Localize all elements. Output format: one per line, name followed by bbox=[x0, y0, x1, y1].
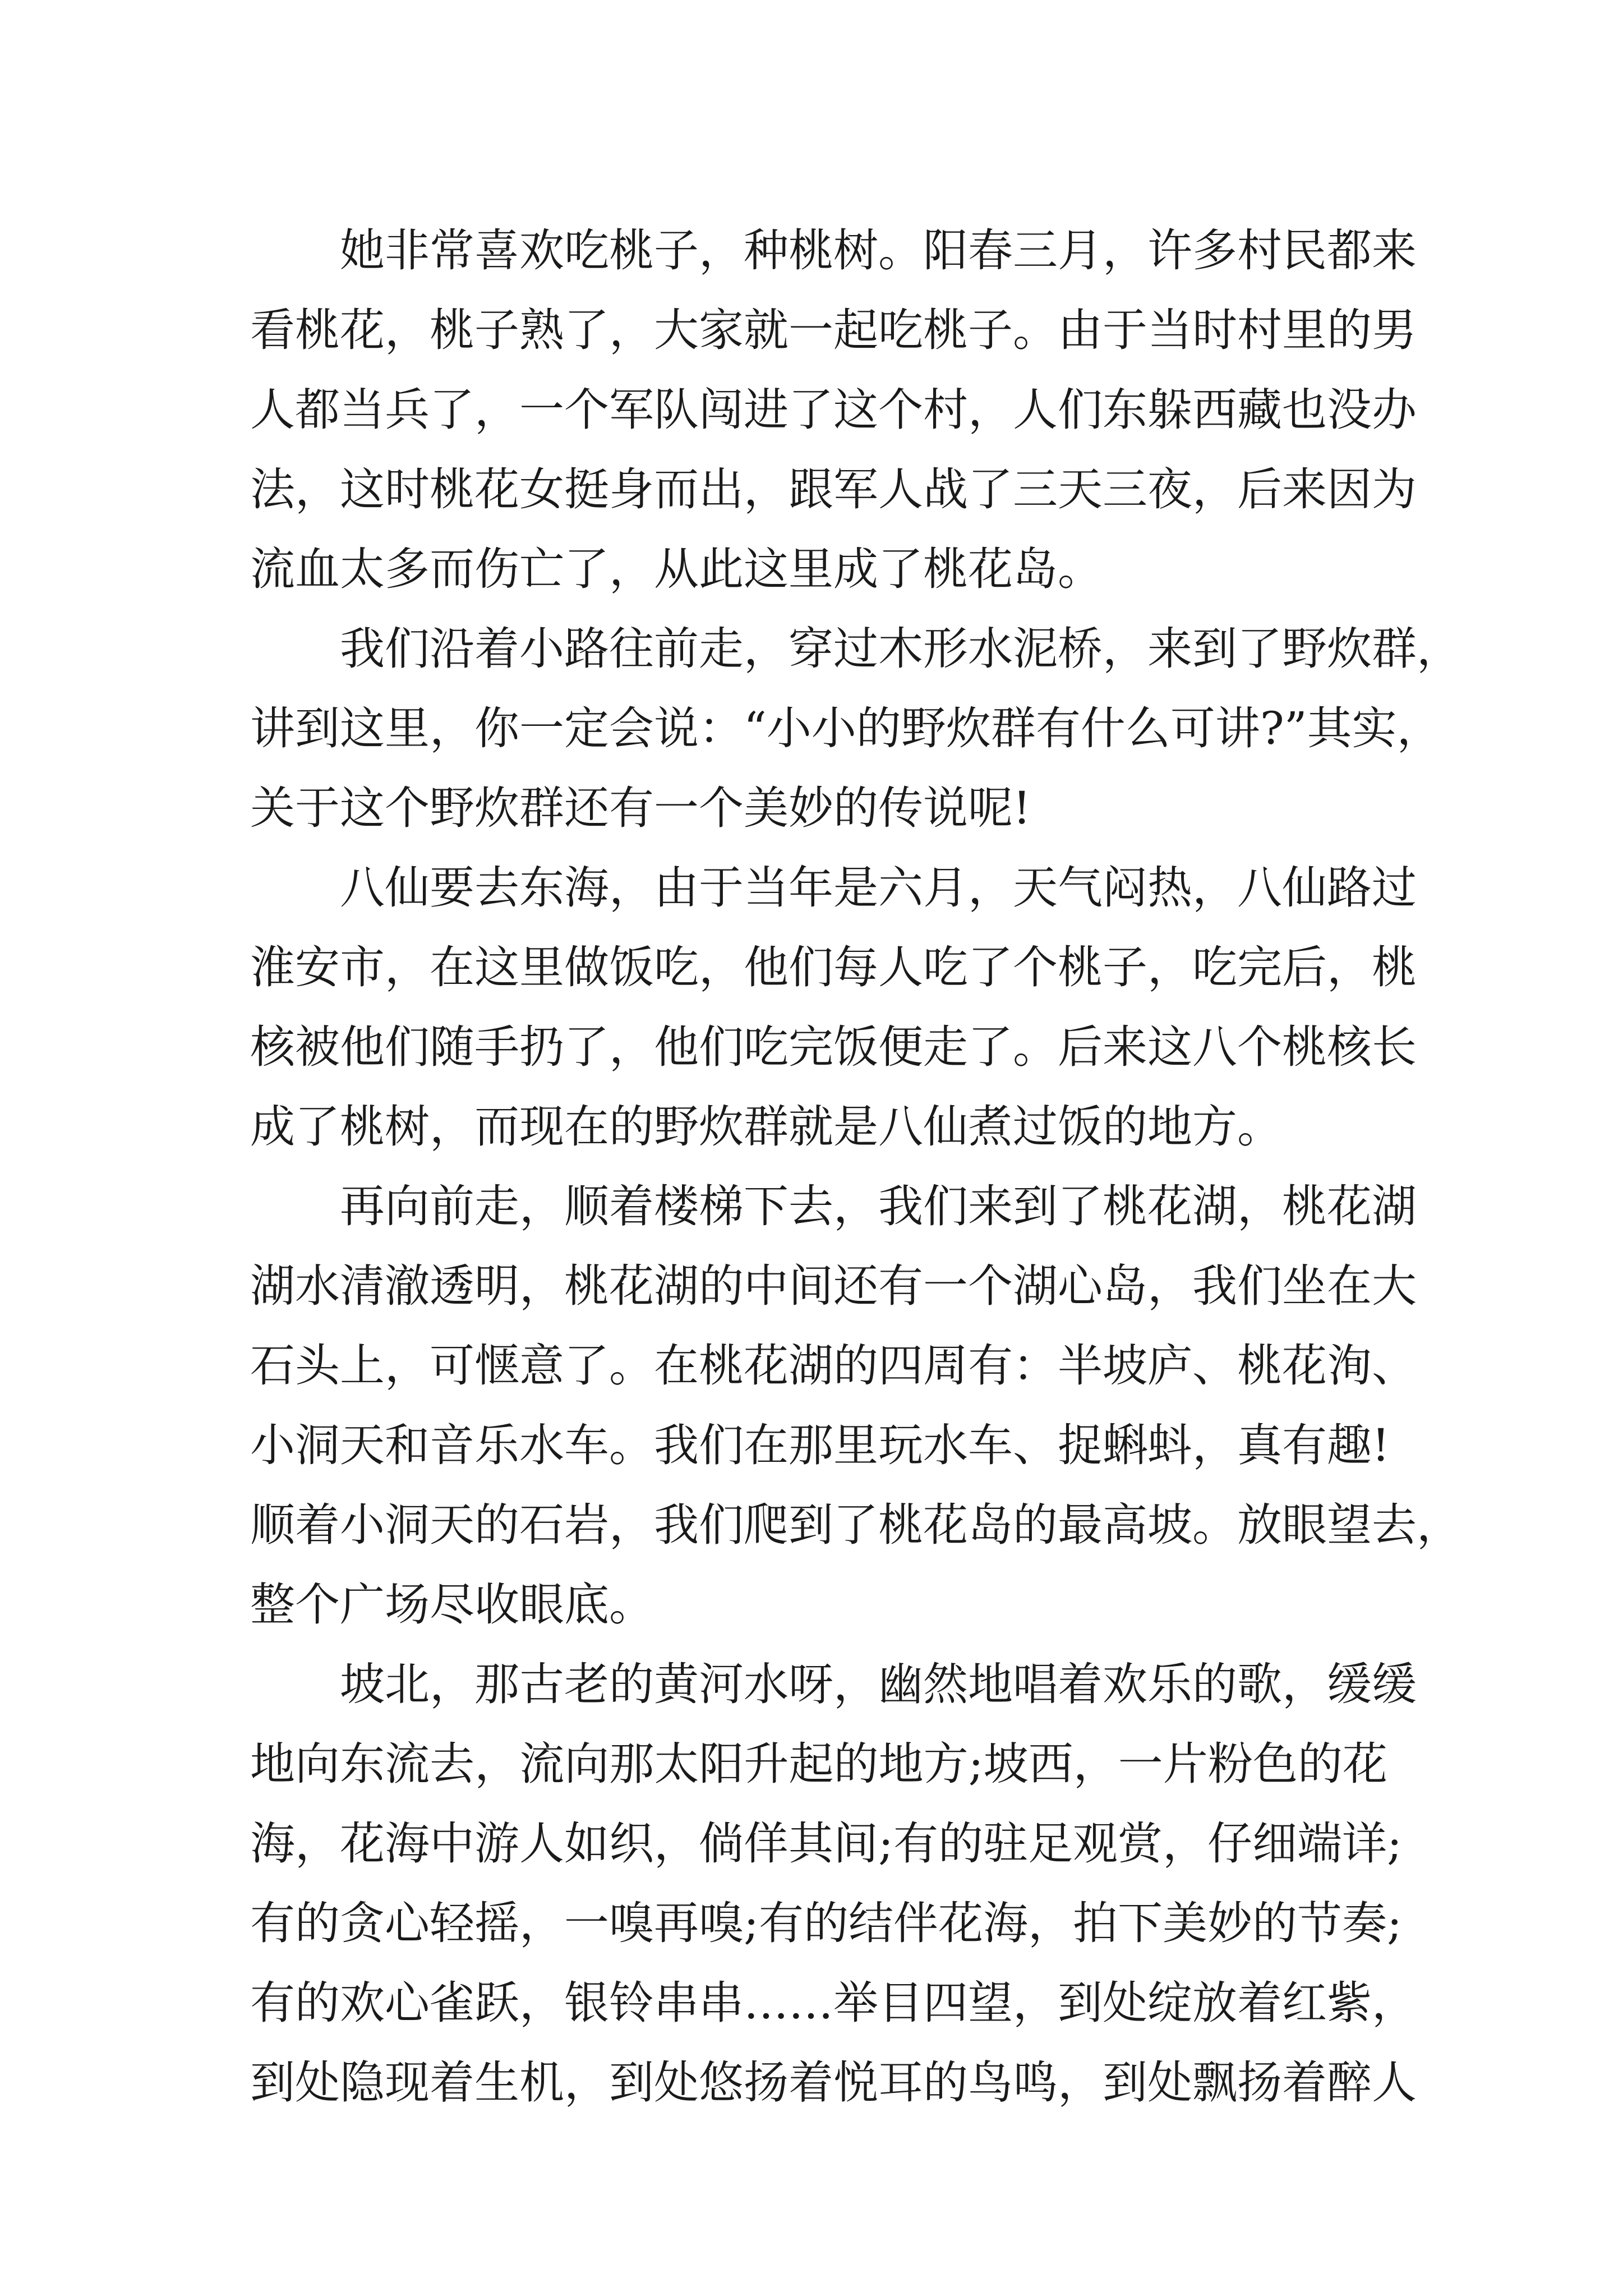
text-line: 八仙要去东海，由于当年是六月，天气闷热，八仙路过 bbox=[340, 862, 1417, 914]
text-line: 石头上，可惬意了。在桃花湖的四周有：半坡庐、桃花洵、 bbox=[250, 1340, 1417, 1392]
body-text bbox=[250, 211, 1461, 2123]
text-line: 人都当兵了，一个军队闯进了这个村，人们东躲西藏也没办 bbox=[250, 384, 1417, 436]
text-line: 她非常喜欢吃桃子，种桃树。阳春三月，许多村民都来 bbox=[340, 224, 1417, 277]
text-line: 讲到这里，你一定会说：“小小的野炊群有什么可讲?”其实， bbox=[250, 702, 1442, 754]
paragraph-4 bbox=[250, 1167, 1461, 1645]
text-line: 看桃花，桃子熟了，大家就一起吃桃子。由于当时村里的男 bbox=[250, 304, 1417, 356]
text-line: 海，花海中游人如织，倘佯其间;有的驻足观赏，仔细端详; bbox=[250, 1818, 1402, 1870]
text-line: 再向前走，顺着楼梯下去，我们来到了桃花湖，桃花湖 bbox=[340, 1180, 1417, 1232]
paragraph-1 bbox=[250, 211, 1417, 609]
paragraph-2 bbox=[250, 609, 1461, 848]
text-line: 成了桃树，而现在的野炊群就是八仙煮过饭的地方。 bbox=[250, 1101, 1282, 1153]
text-line: 核被他们随手扔了，他们吃完饭便走了。后来这八个桃核长 bbox=[250, 1021, 1417, 1073]
text-line: 关于这个野炊群还有一个美妙的传说呢! bbox=[250, 782, 1031, 834]
text-line: 小洞天和音乐水车。我们在那里玩水车、捉蝌蚪，真有趣! bbox=[250, 1419, 1390, 1471]
text-line: 整个广场尽收眼底。 bbox=[250, 1579, 654, 1631]
paragraph-5 bbox=[250, 1645, 1417, 2123]
text-line: 顺着小洞天的石岩，我们爬到了桃花岛的最高坡。放眼望去， bbox=[250, 1499, 1461, 1551]
text-line: 法，这时桃花女挺身而出，跟军人战了三天三夜，后来因为 bbox=[250, 463, 1417, 516]
text-line: 地向东流去，流向那太阳升起的地方;坡西，一片粉色的花 bbox=[250, 1738, 1387, 1790]
text-line: 淮安市，在这里做饭吃，他们每人吃了个桃子，吃完后，桃 bbox=[250, 941, 1417, 993]
text-line: 我们沿着小路往前走，穿过木形水泥桥，来到了野炊群， bbox=[340, 623, 1461, 675]
text-line: 坡北，那古老的黄河水呀，幽然地唱着欢乐的歌，缓缓 bbox=[340, 1658, 1417, 1710]
text-line: 流血太多而伤亡了，从此这里成了桃花岛。 bbox=[250, 543, 1103, 595]
text-line: 有的欢心雀跃，银铃串串……举目四望，到处绽放着红紫， bbox=[250, 1977, 1417, 2029]
text-line: 湖水清澈透明，桃花湖的中间还有一个湖心岛，我们坐在大 bbox=[250, 1260, 1417, 1312]
paragraph-3 bbox=[250, 848, 1417, 1167]
text-line: 到处隐现着生机，到处悠扬着悦耳的鸟鸣，到处飘扬着醉人 bbox=[250, 2056, 1417, 2109]
text-line: 有的贪心轻摇，一嗅再嗅;有的结伴花海，拍下美妙的节奏; bbox=[250, 1897, 1402, 1949]
